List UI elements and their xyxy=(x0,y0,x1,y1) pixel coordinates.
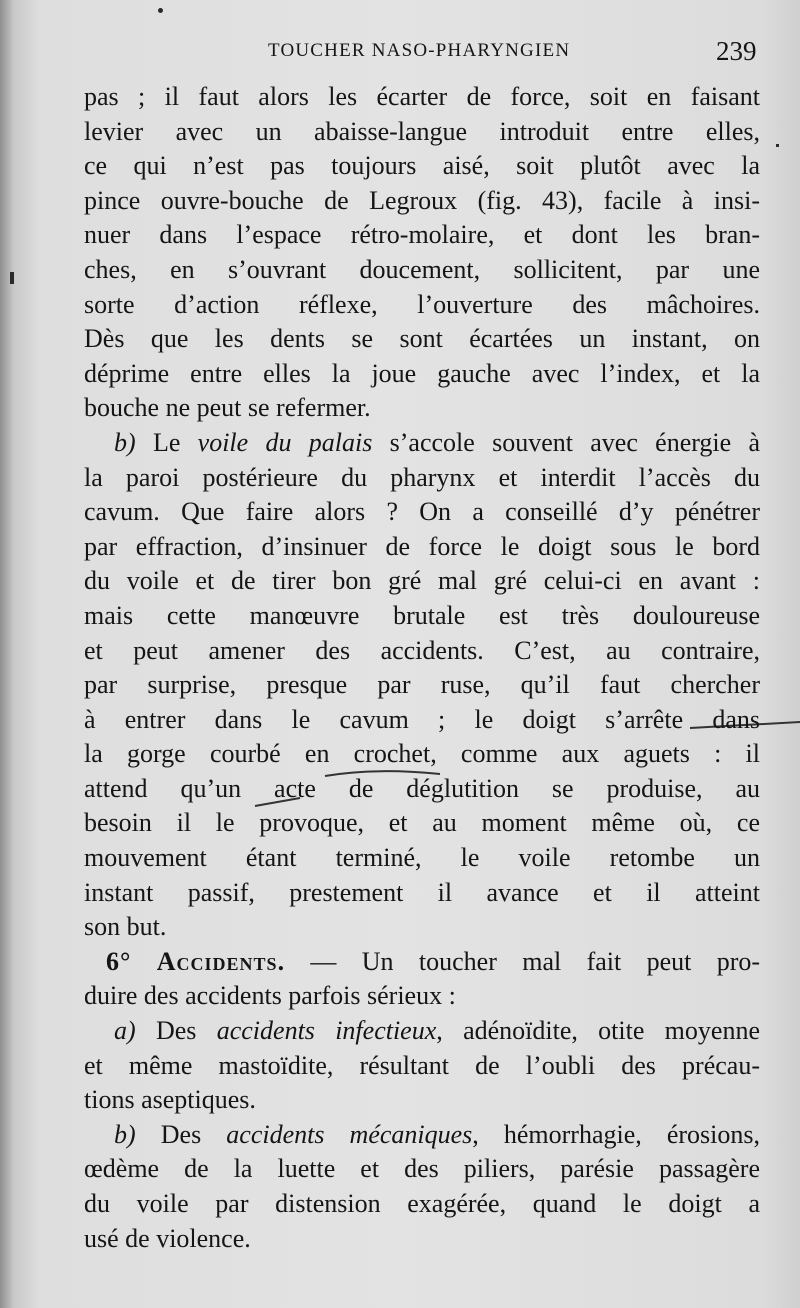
text-fragment: Des xyxy=(135,1119,227,1149)
text-line: ce qui n’est pas toujours aisé, soit plutôt avec la xyxy=(84,151,760,181)
italic-term: accidents infectieux xyxy=(216,1016,437,1046)
text-line: attend qu’un acte de déglutition se produise, au xyxy=(84,773,760,803)
text-fragment: , hémorrhagie, érosions, xyxy=(472,1119,761,1149)
paragraph-b2-first-line xyxy=(84,1118,760,1153)
text-line: duire des accidents parfois sérieux : xyxy=(84,981,456,1011)
text-line: mais cette manœuvre brutale est très douloureuse xyxy=(84,600,760,630)
text-line: cavum. Que faire alors ? On a conseillé d’y pénétrer xyxy=(84,497,760,527)
text-fragment: Le xyxy=(135,427,198,457)
text-line: pince ouvre-bouche de Legroux (fig. 43), facile à insi- xyxy=(84,185,760,215)
text-line: du voile par distension exagérée, quand le doigt a xyxy=(84,1189,760,1218)
text-line: ches, en s’ouvrant doucement, sollicitent, par une xyxy=(84,254,760,284)
running-header xyxy=(0,38,800,68)
text-line: par effraction, d’insinuer de force le doigt sous le bord xyxy=(84,531,760,561)
text-line: pas ; il faut alors les écarter de force, soit en faisant xyxy=(84,82,760,111)
text-line: la gorge courbé en crochet, comme aux aguets : il xyxy=(84,739,760,769)
text-line: et même mastoïdite, résultant de l’oubli des précau- xyxy=(84,1050,760,1080)
text-fragment: — Un toucher mal fait peut pro- xyxy=(285,946,761,976)
text-fragment: , adénoïdite, otite moyenne xyxy=(436,1016,760,1046)
section-6-heading-line xyxy=(84,945,760,980)
paragraph-a-first-line xyxy=(84,1014,760,1049)
text-line: bouche ne peut se refermer. xyxy=(84,393,371,423)
scan-speck xyxy=(158,8,163,13)
scan-speck xyxy=(776,144,779,147)
scan-speck xyxy=(10,272,14,284)
text-fragment: s’accole souvent avec énergie à xyxy=(372,427,761,457)
paragraph-label: b) xyxy=(114,427,136,457)
text-line: son but. xyxy=(84,912,167,942)
section-title: Accidents. xyxy=(156,946,286,976)
text-line: la paroi postérieure du pharynx et interdit l’accès du xyxy=(84,462,760,492)
text-fragment: Des xyxy=(135,1016,217,1046)
text-line: usé de violence. xyxy=(84,1223,251,1253)
text-line: par surprise, presque par ruse, qu’il faut chercher xyxy=(84,670,760,700)
italic-term: voile du palais xyxy=(197,427,373,457)
paragraph-label: a) xyxy=(114,1016,136,1046)
text-line: tions aseptiques. xyxy=(84,1085,256,1115)
text-line: du voile et de tirer bon gré mal gré celui-ci en avant : xyxy=(84,566,760,596)
text-line: nuer dans l’espace rétro-molaire, et dont les bran- xyxy=(84,220,760,250)
text-line: mouvement étant terminé, le voile retombe un xyxy=(84,843,760,873)
text-line: levier avec un abaisse-langue introduit entre elles, xyxy=(84,116,760,146)
text-line: œdème de la luette et des piliers, parésie passagère xyxy=(84,1154,760,1184)
text-line: déprime entre elles la joue gauche avec l’index, et la xyxy=(84,358,760,388)
text-line: à entrer dans le cavum ; le doigt s’arrête dans xyxy=(84,704,760,734)
text-line: instant passif, prestement il avance et il atteint xyxy=(84,877,760,907)
text-line: sorte d’action réflexe, l’ouverture des mâchoires. xyxy=(84,289,760,319)
text-line: et peut amener des accidents. C’est, au contraire, xyxy=(84,635,760,665)
paragraph-label: b) xyxy=(114,1119,136,1149)
section-number: 6° xyxy=(106,946,132,976)
running-title: TOUCHER NASO-PHARYNGIEN xyxy=(268,40,571,61)
main-text xyxy=(84,80,760,1256)
text-line: Dès que les dents se sont écartées un instant, on xyxy=(84,324,760,354)
paragraph-b-first-line xyxy=(84,426,760,461)
page-number: 239 xyxy=(716,36,757,66)
italic-term: accidents mécaniques xyxy=(226,1119,473,1149)
text-line: besoin il le provoque, et au moment même où, ce xyxy=(84,808,760,838)
